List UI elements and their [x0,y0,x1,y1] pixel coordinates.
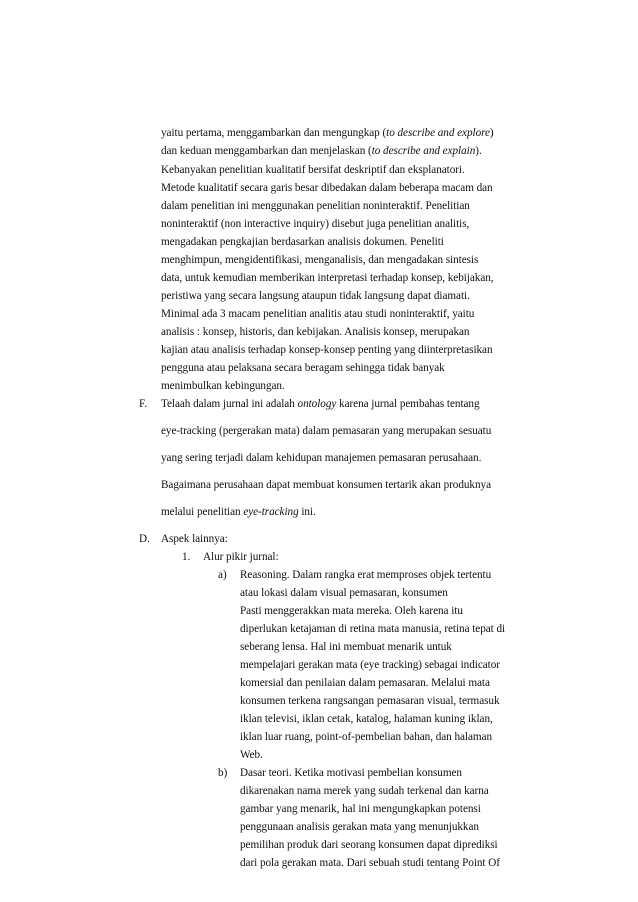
italic-term: ontology [297,398,337,410]
paragraph-line: gambar yang menarik, hal ini mengungkapkan potensi [240,803,481,815]
paragraph-line: mempelajari gerakan mata (eye tracking) sebagai indicator [240,659,500,671]
paragraph-line: analisis : konsep, historis, dan kebijakan. Analisis konsep, merupakan [161,326,470,338]
paragraph-line: Bagaimana perusahaan dapat membuat konsumen tertarik akan produknya [161,479,491,491]
paragraph-line: dan keduan menggambarkan dan menjelaskan (to describe and explain). [161,145,482,157]
italic-term: to describe and explain [371,145,476,157]
paragraph-line: eye-tracking (pergerakan mata) dalam pemasaran yang merupakan sesuatu [161,425,492,437]
paragraph-line: Pasti menggerakkan mata mereka. Oleh karena itu [240,605,463,617]
paragraph-line: data, untuk kemudian memberikan interpretasi terhadap konsep, kebijakan, [161,272,494,284]
paragraph-line: Dasar teori. Ketika motivasi pembelian konsumen [240,767,462,779]
paragraph-line: iklan televisi, iklan cetak, katalog, halaman kuning iklan, [240,713,493,725]
section-marker: D. [139,533,150,545]
paragraph-line: komersial dan penilaian dalam pemasaran. Melalui mata [240,677,490,689]
paragraph-line: peristiwa yang secara langsung ataupun tidak langsung dapat diamati. [161,290,470,302]
list-title: Alur pikir jurnal: [203,551,279,563]
paragraph-line: dalam penelitian ini menggunakan penelitian noninteraktif. Penelitian [161,200,470,212]
paragraph-line: Web. [240,749,263,761]
italic-term: to describe and explore [386,127,490,139]
item-marker: b) [218,767,228,779]
paragraph-line: dikarenakan nama merek yang sudah terkenal dan karna [240,785,489,797]
paragraph-line: Kebanyakan penelitian kualitatif bersifat deskriptif dan eksplanatori. [161,164,465,176]
paragraph-line: melalui penelitian eye-tracking ini. [161,506,316,518]
paragraph-line: Reasoning. Dalam rangka erat memproses objek tertentu [240,569,492,581]
paragraph-line: penggunaan analisis gerakan mata yang menunjukkan [240,821,479,833]
paragraph-line: diperlukan ketajaman di retina mata manusia, retina tepat di [240,623,506,635]
paragraph-line: mengadakan pengkajian berdasarkan analisis dokumen. Peneliti [161,236,444,248]
list-marker: 1. [182,551,191,563]
paragraph-line: konsumen terkena rangsangan pemasaran visual, termasuk [240,695,500,707]
paragraph-line: pemilihan produk dari seorang konsumen dapat diprediksi [240,839,498,851]
paragraph-line: iklan luar ruang, point-of-pembelian bahan, dan halaman [240,731,492,743]
paragraph-line: Metode kualitatif secara garis besar dibedakan dalam beberapa macam dan [161,182,493,194]
paragraph-line: menghimpun, mengidentifikasi, menganalisis, dan mengadakan sintesis [161,254,479,266]
paragraph-line: dari pola gerakan mata. Dari sebuah studi tentang Point Of [240,857,500,869]
paragraph-line: noninteraktif (non interactive inquiry) disebut juga penelitian analitis, [161,218,470,230]
paragraph-line: Telaah dalam jurnal ini adalah ontology karena jurnal pembahas tentang [161,398,480,410]
paragraph-line: menimbulkan kebingungan. [161,380,285,392]
paragraph-line: seberang lensa. Hal ini membuat menarik untuk [240,641,452,653]
paragraph-line: yang sering terjadi dalam kehidupan manajemen pemasaran perusahaan. [161,452,482,464]
section-marker: F. [139,398,148,410]
paragraph-line: pengguna atau pelaksana secara beragam sehingga tidak banyak [161,362,445,374]
section-title: Aspek lainnya: [161,533,228,545]
italic-term: eye-tracking [243,506,299,518]
paragraph-line: kajian atau analisis terhadap konsep-konsep penting yang diinterpretasikan [161,344,493,356]
paragraph-line: Minimal ada 3 macam penelitian analitis atau studi noninteraktif, yaitu [161,308,475,320]
paragraph-line: yaitu pertama, menggambarkan dan mengungkap (to describe and explore) [161,127,494,139]
item-marker: a) [218,569,227,581]
paragraph-line: atau lokasi dalam visual pemasaran, konsumen [240,587,448,599]
